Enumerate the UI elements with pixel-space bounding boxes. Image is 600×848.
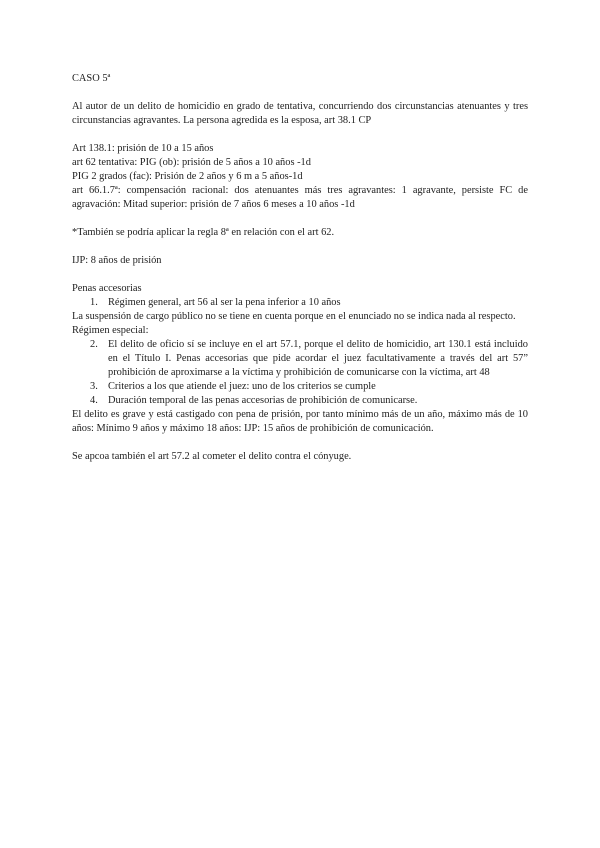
list-text: Régimen general, art 56 al ser la pena inferior a 10 años — [108, 297, 341, 308]
list-number: 4. — [90, 395, 98, 406]
final-text: Se apcoa también el art 57.2 al cometer el delito contra el cónyuge. — [72, 451, 352, 462]
calc-line: Art 138.1: prisión de 10 a 15 años — [72, 143, 214, 154]
list-text: Criterios a los que atiende el juez: uno de los criterios se cumple — [108, 381, 376, 392]
document-page — [72, 72, 528, 464]
calc-line: art 66.1.7ª: compensación racional: dos atenuantes más tres agravantes: 1 agravante, persiste FC de agravación: Mitad superior: prisión de 7 años 6 meses a 10 años -1d — [72, 185, 528, 210]
list-text: El delito de oficio sí se incluye en el art 57.1, porque el delito de homicidio, art 130.1 está incluido en el Título I. Penas accesorias que pide acordar el juez facultativamente a través del art 57” prohibición de aproximarse a la víctima y prohibición de comunicarse con la víctima, art 48 — [108, 339, 528, 378]
grave-text: El delito es grave y está castigado con pena de prisión, por tanto mínimo más de un año, máximo más de 10 años: Mínimo 9 años y máximo 18 años: IJP: 15 años de prohibición de comunicación. — [72, 409, 528, 434]
list-item — [72, 380, 528, 394]
ijp-result: IJP: 8 años de prisión — [72, 255, 162, 266]
list-number: 2. — [90, 339, 98, 350]
list-text: Duración temporal de las penas accesorias de prohibición de comunicarse. — [108, 395, 418, 406]
list-number: 1. — [90, 297, 98, 308]
case-statement: Al autor de un delito de homicidio en grado de tentativa, concurriendo dos circunstancias atenuantes y tres circunstancias agravantes. La persona agredida es la esposa, art 38.1 CP — [72, 101, 528, 126]
special-regime-list — [72, 338, 528, 408]
suspension-text: La suspensión de cargo público no se tiene en cuenta porque en el enunciado no se indica nada al respecto. — [72, 311, 516, 322]
penalty-calculation — [72, 142, 528, 212]
calc-line: art 62 tentativa: PIG (ob): prisión de 5 años a 10 años -1d — [72, 157, 311, 168]
list-item — [72, 296, 528, 310]
list-item — [72, 394, 528, 408]
especial-heading: Régimen especial: — [72, 325, 149, 336]
case-title: CASO 5ª — [72, 73, 111, 84]
footnote-text: *También se podría aplicar la regla 8ª en relación con el art 62. — [72, 227, 335, 238]
accesorias-heading: Penas accesorias — [72, 283, 142, 294]
list-number: 3. — [90, 381, 98, 392]
list-item — [72, 338, 528, 380]
general-regime-list — [72, 296, 528, 310]
calc-line: PIG 2 grados (fac): Prisión de 2 años y 6 m a 5 años-1d — [72, 171, 303, 182]
